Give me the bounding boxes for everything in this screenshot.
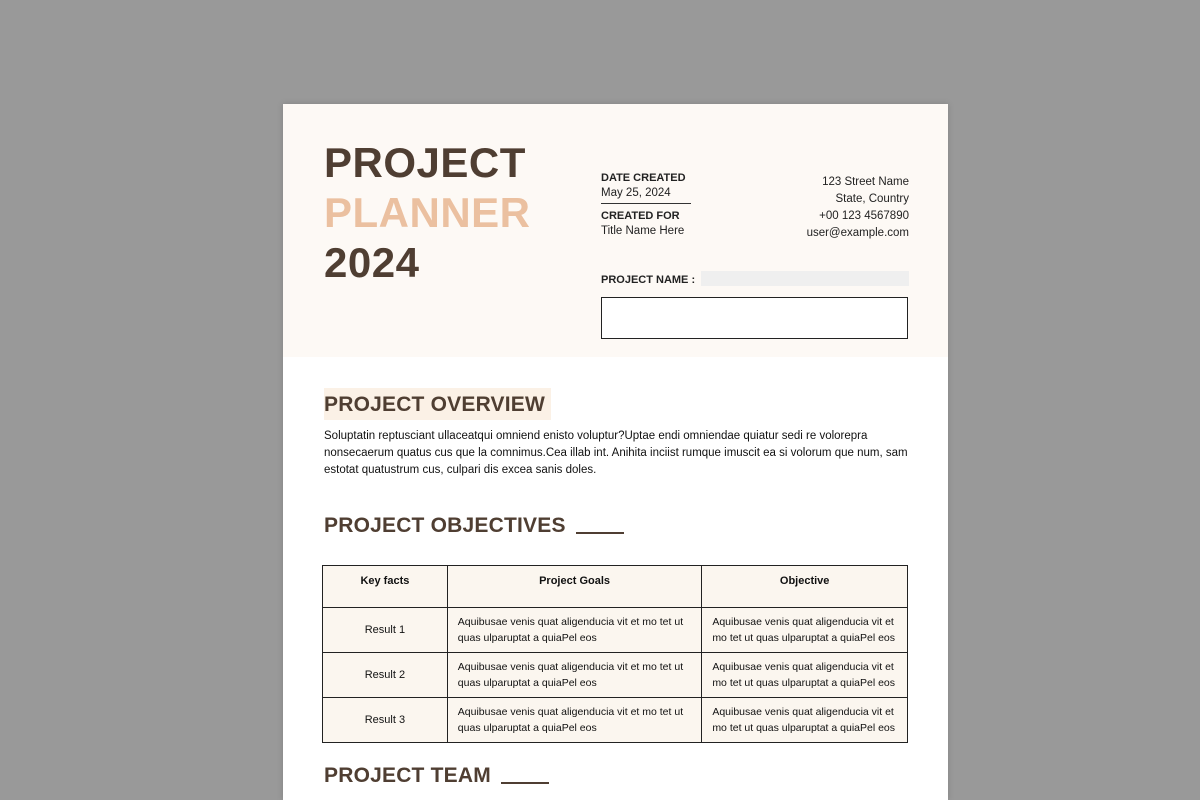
row-objective: Aquibusae venis quat aligenducia vit et mo tet ut quas ulparuptat a quiaPel eos xyxy=(702,653,908,698)
row-objective: Aquibusae venis quat aligenducia vit et mo tet ut quas ulparuptat a quiaPel eos xyxy=(702,698,908,743)
team-title: PROJECT TEAM xyxy=(324,764,491,787)
objectives-table xyxy=(322,565,908,743)
date-created-value: May 25, 2024 xyxy=(601,187,671,199)
meta-block xyxy=(601,172,693,237)
planner-title xyxy=(324,138,531,288)
row-key-fact: Result 1 xyxy=(323,608,448,653)
planner-page xyxy=(283,104,948,800)
created-for-label: CREATED FOR xyxy=(601,210,680,222)
contact-block xyxy=(807,174,909,242)
project-name-box[interactable] xyxy=(601,297,908,339)
heading-rule xyxy=(501,782,549,784)
table-header-row xyxy=(323,566,908,608)
date-created-label: DATE CREATED xyxy=(601,172,686,184)
objectives-heading xyxy=(324,514,624,538)
created-for-value: Title Name Here xyxy=(601,225,685,237)
title-line-planner: PLANNER xyxy=(324,189,531,236)
column-header-key-facts: Key facts xyxy=(323,566,448,608)
table-row xyxy=(323,608,908,653)
row-project-goal: Aquibusae venis quat aligenducia vit et mo tet ut quas ulparuptat a quiaPel eos xyxy=(447,653,702,698)
project-name-field[interactable] xyxy=(701,271,909,286)
contact-street: 123 Street Name xyxy=(822,176,909,188)
table-row xyxy=(323,653,908,698)
contact-email: user@example.com xyxy=(806,227,909,239)
contact-state: State, Country xyxy=(835,193,909,205)
project-name-label: PROJECT NAME : xyxy=(601,274,696,286)
row-project-goal: Aquibusae venis quat aligenducia vit et mo tet ut quas ulparuptat a quiaPel eos xyxy=(447,698,702,743)
table-row xyxy=(323,698,908,743)
row-key-fact: Result 3 xyxy=(323,698,448,743)
overview-text: Soluptatin reptusciant ullaceatqui omniend enisto voluptur?Uptae endi omniendae quiatur sedi re volorepra nonsecaerum quatus cus que la comnimus.Cea illab int. Anihita inciist rumque imuscit ea si volorum que num, sam estotat quatustrum cus, culpari dis excea sanis doles. xyxy=(324,430,908,476)
team-heading xyxy=(324,764,549,788)
column-header-project-goals: Project Goals xyxy=(447,566,702,608)
row-objective: Aquibusae venis quat aligenducia vit et mo tet ut quas ulparuptat a quiaPel eos xyxy=(702,608,908,653)
overview-heading xyxy=(324,388,551,420)
title-line-year: 2024 xyxy=(324,239,420,286)
overview-title: PROJECT OVERVIEW xyxy=(324,393,546,416)
objectives-title: PROJECT OBJECTIVES xyxy=(324,514,566,537)
row-project-goal: Aquibusae venis quat aligenducia vit et mo tet ut quas ulparuptat a quiaPel eos xyxy=(447,608,702,653)
contact-phone: +00 123 4567890 xyxy=(819,210,909,222)
column-header-objective: Objective xyxy=(702,566,908,608)
title-line-project: PROJECT xyxy=(324,139,526,186)
meta-divider xyxy=(601,203,691,204)
heading-rule xyxy=(576,532,624,534)
row-key-fact: Result 2 xyxy=(323,653,448,698)
